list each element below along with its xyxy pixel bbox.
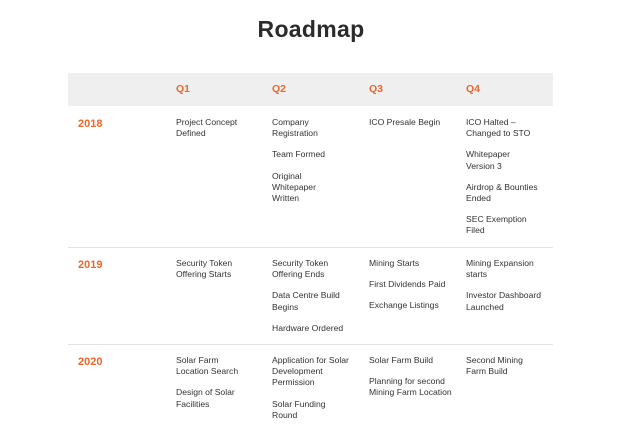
milestone-item: Investor Dashboard Launched xyxy=(466,290,541,312)
page-title: Roadmap xyxy=(257,16,365,42)
year-label-2018: 2018 xyxy=(78,118,103,130)
cell-2019-q2 xyxy=(272,258,360,344)
milestone-item: Solar Farm Location Search xyxy=(176,355,239,377)
milestone-item: Exchange Listings xyxy=(369,300,439,311)
row-divider xyxy=(68,247,553,248)
cell-2018-q4 xyxy=(466,117,540,247)
table-header xyxy=(68,73,553,106)
milestone-item: Design of Solar Facilities xyxy=(176,387,235,409)
column-header-q2: Q2 xyxy=(272,83,287,95)
milestone-item: Company Registration xyxy=(272,117,318,139)
milestone-item: SEC Exemption Filed xyxy=(466,214,527,236)
milestone-item: Security Token Offering Starts xyxy=(176,258,233,280)
column-header-q1: Q1 xyxy=(176,83,191,95)
cell-2018-q3 xyxy=(369,117,457,138)
cell-2020-q1 xyxy=(176,355,248,420)
cell-2018-q1 xyxy=(176,117,264,149)
milestone-item: Team Formed xyxy=(272,149,326,160)
cell-2019-q3 xyxy=(369,258,457,322)
milestone-item: Security Token Offering Ends xyxy=(272,258,329,280)
milestone-item: Planning for second Mining Farm Location xyxy=(369,376,452,398)
milestone-item: ICO Presale Begin xyxy=(369,117,441,127)
milestone-item: Project Concept Defined xyxy=(176,117,238,139)
milestone-item: Mining Expansion starts xyxy=(466,258,534,280)
cell-2019-q4 xyxy=(466,258,554,323)
cell-2020-q3 xyxy=(369,355,453,409)
year-label-2019: 2019 xyxy=(78,259,103,271)
milestone-item: Mining Starts xyxy=(369,258,420,268)
milestone-item: Solar Funding Round xyxy=(272,398,326,420)
milestone-item: First Dividends Paid xyxy=(369,279,446,290)
cell-2020-q2 xyxy=(272,355,352,431)
milestone-item: Hardware Ordered xyxy=(272,322,344,333)
milestone-item: Original Whitepaper Written xyxy=(272,170,316,204)
milestone-item: Airdrop & Bounties Ended xyxy=(466,181,538,204)
column-header-q3: Q3 xyxy=(369,83,384,95)
column-header-q4: Q4 xyxy=(466,83,481,95)
cell-2019-q1 xyxy=(176,258,264,290)
milestone-item: Application for Solar Development Permission xyxy=(272,355,349,388)
milestone-item: Whitepaper Version 3 xyxy=(466,149,510,171)
milestone-item: Solar Farm Build xyxy=(369,355,433,365)
cell-2020-q4 xyxy=(466,355,536,387)
year-label-2020: 2020 xyxy=(78,356,103,368)
cell-2018-q2 xyxy=(272,117,342,214)
row-divider xyxy=(68,344,553,345)
milestone-item: Data Centre Build Begins xyxy=(272,290,340,312)
milestone-item: Second Mining Farm Build xyxy=(466,355,523,377)
milestone-item: ICO Halted – Changed to STO xyxy=(466,117,531,139)
